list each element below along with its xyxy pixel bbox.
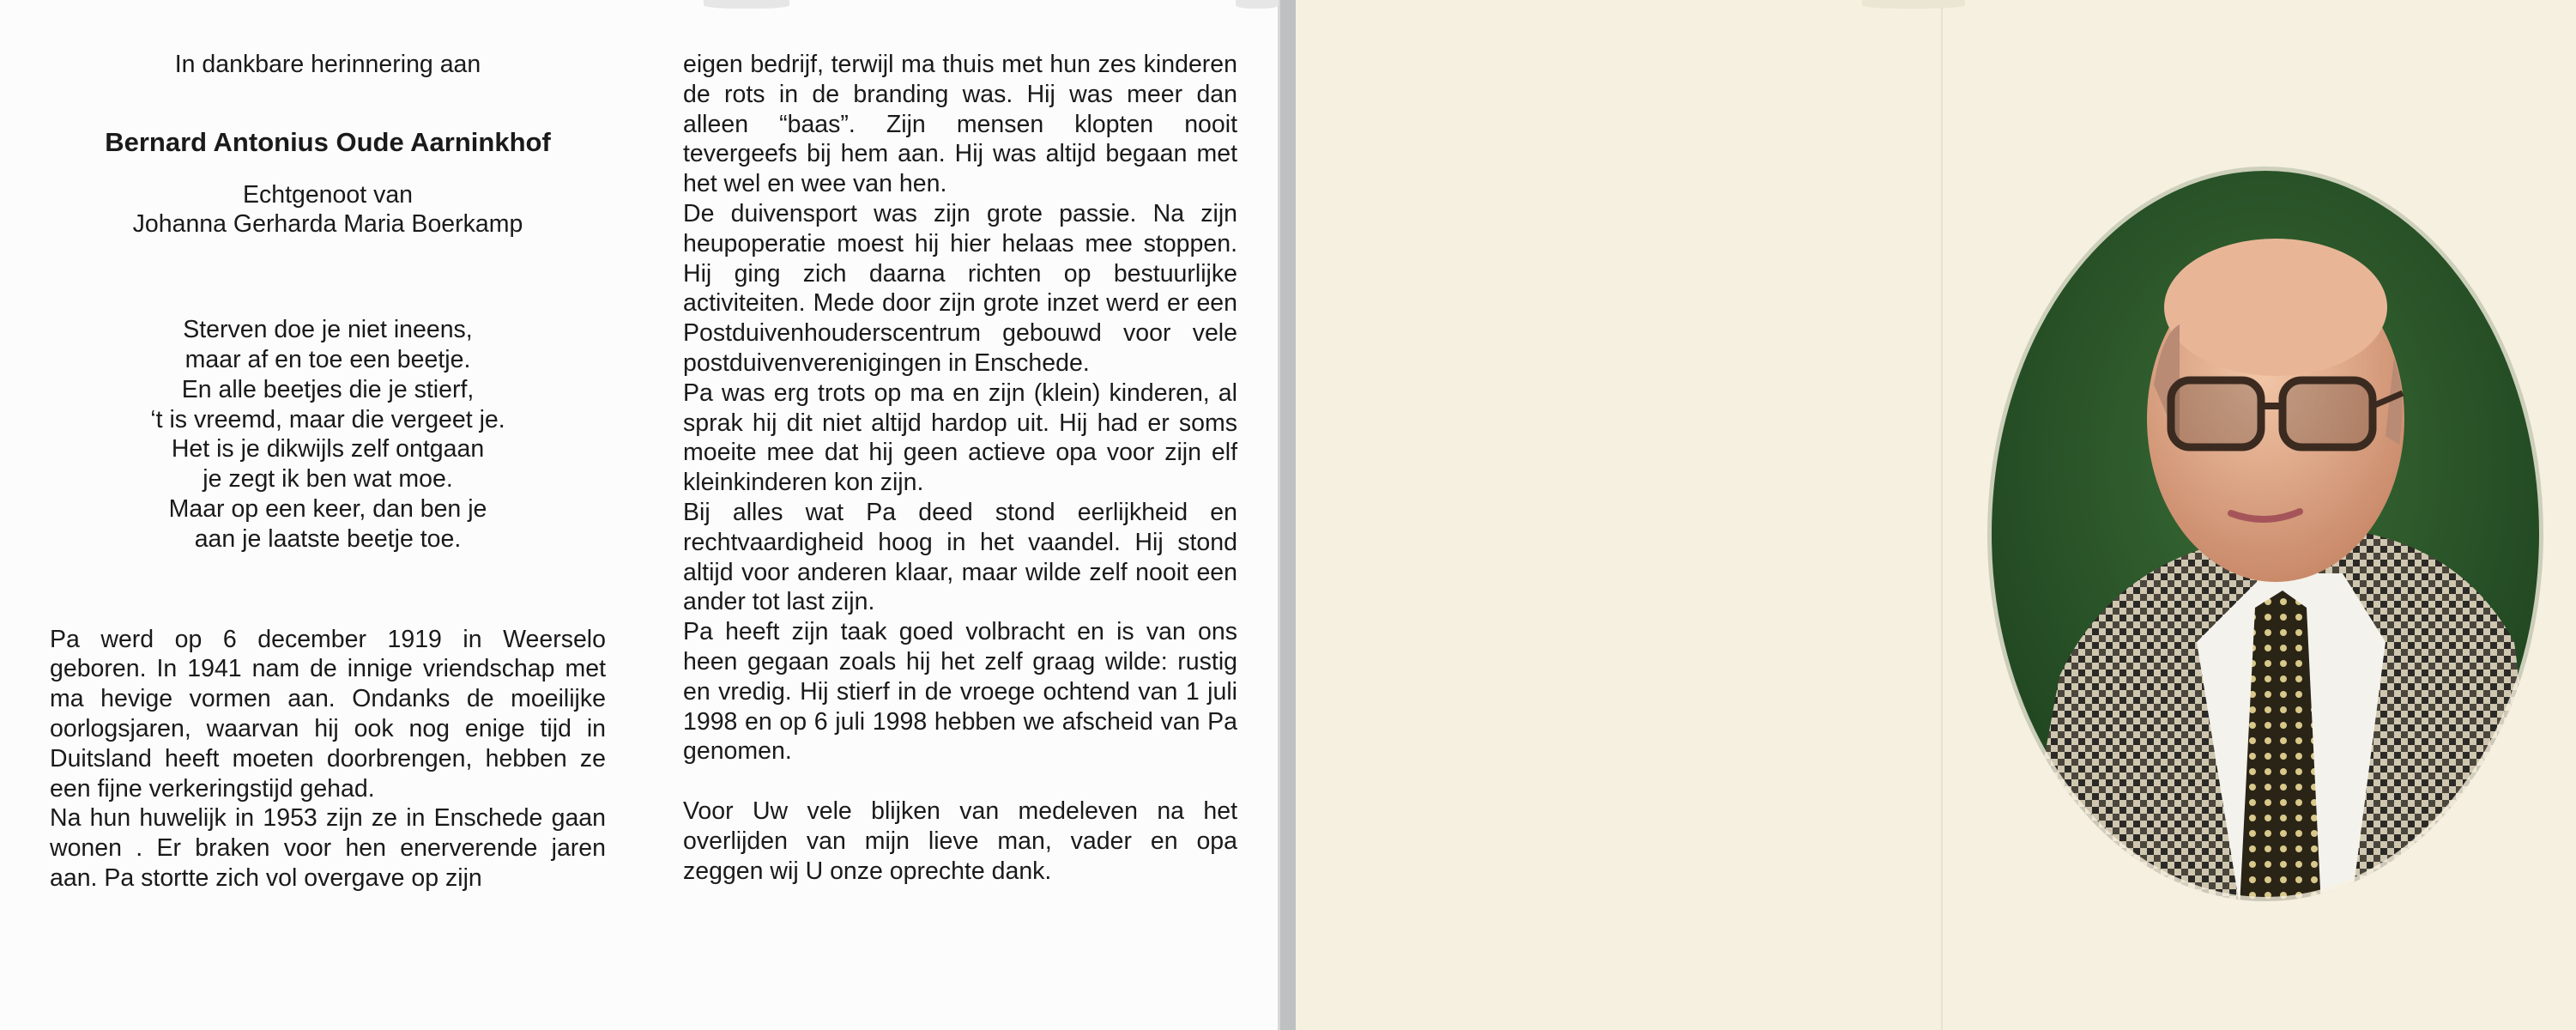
paper-tear <box>1862 0 1965 9</box>
thanks-paragraph: Voor Uw vele blijken van medeleven na het overlijden van mijn lieve man, vader en opa zeggen wij U onze oprechte dank. <box>683 797 1237 885</box>
biography-paragraph: eigen bedrijf, terwijl ma thuis met hun zes kinderen de rots in de branding was. Hij was meer dan alleen “baas”. Zijn mensen klopten nooit tevergeefs bij hem aan. Hij was altijd begaan met het wel en wee van hen. <box>683 51 1237 198</box>
biography-paragraph: Bij alles wat Pa deed stond eerlijkheid en rechtvaardigheid hoog in het vaandel. Hij stond altijd voor anderen klaar, maar wilde zelf nooit een ander tot last zijn. <box>683 498 1237 616</box>
poem-line: Het is je dikwijls zelf ontgaan <box>171 435 485 464</box>
memorial-card-text-page <box>0 0 1280 1030</box>
spacer <box>683 766 1237 797</box>
biography-paragraph: Na hun huwelijk in 1953 zijn ze in Enschede gaan wonen . Er braken voor hen enerverende jaren aan. Pa stortte zich vol overgave op zijn <box>50 804 606 892</box>
biography-paragraph: Pa heeft zijn taak goed volbracht en is van ons heen gegaan zoals hij het zelf graag wilde: rustig en vredig. Hij stierf in de vroege ochtend van 1 juli 1998 en op 6 juli 1998 hebben we afscheid van Pa genomen. <box>683 618 1237 766</box>
spouse-block <box>50 180 606 240</box>
poem-line: Sterven doe je niet ineens, <box>183 316 473 344</box>
spouse-label: Echtgenoot van <box>242 180 414 209</box>
portrait-photo <box>1982 161 2549 906</box>
deceased-name: Bernard Antonius Oude Aarninkhof <box>105 126 551 157</box>
biography-paragraph: Pa werd op 6 december 1919 in Weerselo geboren. In 1941 nam de innige vriendschap met ma hevige vormen aan. Ondanks de moeilijke oorlogsjaren, waarvan hij ook nog enige tijd in Duitsland heeft moeten doorbrengen, hebben ze een fijne verkeringstijd gehad. <box>50 625 606 803</box>
card-fold-line <box>1941 0 1943 1030</box>
paper-tear <box>1236 0 1279 9</box>
poem-line: maar af en toe een beetje. <box>184 345 471 373</box>
poem <box>50 315 606 554</box>
poem-line: Maar op een keer, dan ben je <box>168 494 487 523</box>
poem-line: En alle beetjes die je stierf, <box>181 375 475 403</box>
spouse-name: Johanna Gerharda Maria Boerkamp <box>132 210 523 239</box>
biography-paragraph: Pa was erg trots op ma en zijn (klein) kinderen, al sprak hij dit niet altijd hardop uit. Hij had er soms moeite mee dat hij geen actieve opa voor zijn elf kleinkinderen kon zijn. <box>683 379 1237 497</box>
poem-line: ‘t is vreemd, maar die vergeet je. <box>150 405 505 433</box>
paper-tear <box>704 0 789 9</box>
biography-paragraph: De duivensport was zijn grote passie. Na zijn heupoperatie moest hij hier helaas mee stoppen. Hij ging zich daarna richten op bestuurlijke activiteiten. Mede door zijn grote inzet werd er een Postduivenhouderscentrum gebouwd voor vele postduivenverenigingen in Enschede. <box>683 199 1237 377</box>
dedication-line: In dankbare herinnering aan <box>174 51 481 78</box>
poem-line: aan je laatste beetje toe. <box>194 524 462 553</box>
text-column-left <box>50 50 606 894</box>
text-column-right <box>683 50 1237 886</box>
poem-line: je zegt ik ben wat moe. <box>203 465 453 494</box>
